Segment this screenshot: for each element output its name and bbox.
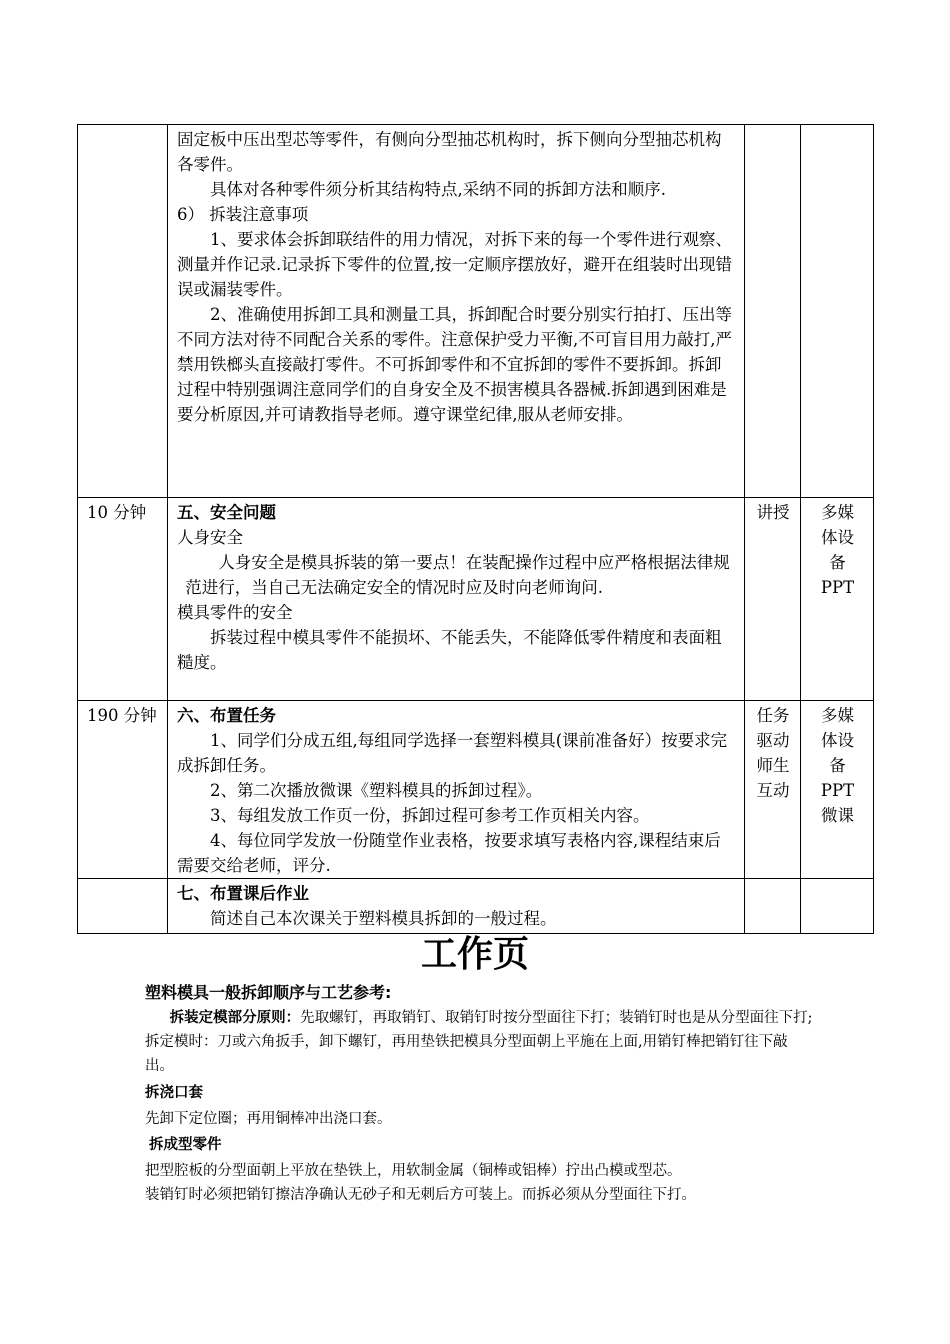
list-item: 1、同学们分成五组,每组同学选择一套塑料模具(课前准备好）按要求完成拆卸任务。 [177,731,728,775]
time-cell [78,125,168,498]
content-line: 2、准确使用拆卸工具和测量工具，拆卸配合时要分别实行拍打、压出等不同方法对待不同配合关系的零件。注意保护受力平衡,不可盲目用力敲打,严禁用铁榔头直接敲打零件。不可拆卸零件和不宜拆卸的零件不要拆卸。拆卸过程中特别强调注意同学们的自身安全及不损害模具各器械.拆卸遇到困难是要分析原因,并可请教指导老师。遵守课堂纪律,服从老师安排。 [177,305,732,424]
content-line: 固定板中压出型芯等零件，有侧向分型抽芯机构时，拆下侧向分型抽芯机构各零件。 [177,130,722,174]
section-heading: 五、安全问题 [177,503,276,522]
time-cell: 190 分钟 [78,701,168,879]
table-row [78,879,874,934]
table-row [78,125,874,498]
section-heading: 六、布置任务 [177,706,276,725]
worksheet-paragraph [145,1006,815,1078]
fixed-mold-label: 拆装定模部分原则： [169,1010,301,1026]
lesson-plan-table [77,124,874,934]
forming-heading: 拆成型零件 [149,1137,222,1153]
list-item: 4、每位同学发放一份随堂作业表格，按要求填写表格内容,课程结束后需要交给老师，评分. [177,831,721,875]
sub-heading: 模具零件的安全 [177,603,293,622]
content-line: 人身安全是模具拆装的第一要点！在装配操作过程中应严格根据法律规范进行，当自己无法确定安全的情况时应及时向老师询问. [185,553,730,597]
fixed-mold-text: 先取螺钉，再取销钉、取销钉时按分型面往下打；装销钉时也是从分型面往下打;拆定模时：刀或六角扳手，卸下螺钉，再用垫铁把模具分型面朝上平施在上面,用销钉棒把销钉往下敲出。 [145,1010,813,1074]
content-line: 1、要求体会拆卸联结件的用力情况，对拆下来的每一个零件进行观察、测量并作记录.记录拆下零件的位置,按一定顺序摆放好，避开在组装时出现错误或漏装零件。 [177,230,732,299]
worksheet-subtitle: 塑料模具一般拆卸顺序与工艺参考: [145,983,392,1002]
content-line: 简述自己本次课关于塑料模具拆卸的一般过程。 [210,909,557,928]
list-item: 2、第二次播放微课《塑料模具的拆卸过程》。 [210,781,543,800]
media-text: 多媒体设备PPT [820,503,855,597]
time-cell [78,879,168,934]
media-cell [801,125,874,498]
table-row [78,498,874,701]
list-item: 3、每组发放工作页一份，拆卸过程可参考工作页相关内容。 [210,806,650,825]
method-cell [745,701,801,879]
content-cell [168,879,745,934]
forming-text: 把型腔板的分型面朝上平放在垫铁上，用软制金属（铜棒或铝棒）拧出凸模或型芯。 [145,1163,682,1179]
sprue-heading: 拆浇口套 [145,1085,203,1101]
section-heading: 6） 拆装注意事项 [177,205,309,224]
media-cell [801,701,874,879]
sprue-text: 先卸下定位圈；再用铜棒冲出浇口套。 [145,1111,392,1127]
sub-heading: 人身安全 [177,528,243,547]
content-line: 拆装过程中模具零件不能损坏、不能丢失，不能降低零件精度和表面粗糙度。 [177,628,722,672]
method-cell [745,879,801,934]
content-cell [168,701,745,879]
content-cell [168,498,745,701]
media-text: 多媒体设备PPT微课 [820,706,855,825]
section-heading: 七、布置课后作业 [177,884,309,903]
content-line: 具体对各种零件须分析其结构特点,采纳不同的拆卸方法和顺序. [210,180,666,199]
content-cell [168,125,745,498]
worksheet-body [145,1006,815,1207]
media-cell [801,879,874,934]
time-cell: 10 分钟 [78,498,168,701]
table-row [78,701,874,879]
method-cell [745,125,801,498]
method-cell: 讲授 [745,498,801,701]
worksheet-title: 工作页 [420,933,529,975]
forming-text: 装销钉时必须把销钉擦洁净确认无砂子和无刺后方可装上。而拆必须从分型面往下打。 [145,1187,696,1203]
media-cell [801,498,874,701]
method-text: 任务驱动师生互动 [756,706,790,800]
